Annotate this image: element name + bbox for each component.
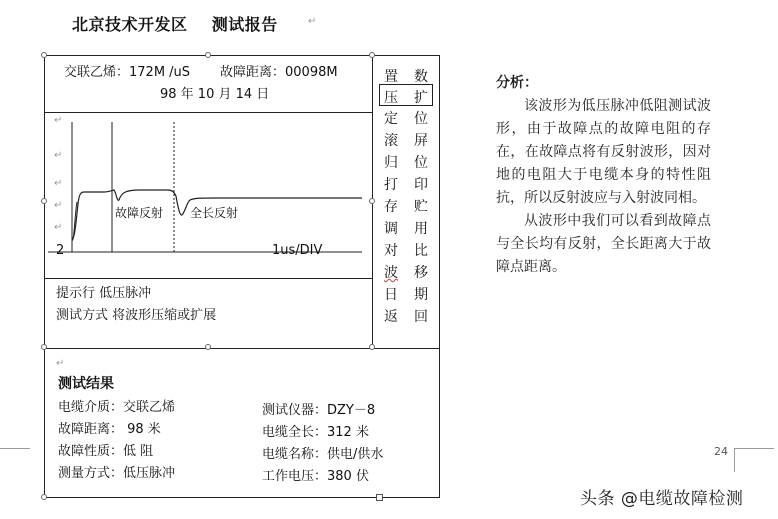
paragraph-mark-icon: ↵ — [308, 16, 317, 27]
menu-item-store[interactable]: 存 贮 — [384, 199, 428, 215]
paragraph-mark-icon: ↵ — [54, 115, 63, 126]
resize-handle[interactable] — [205, 52, 211, 58]
menu-item-return[interactable]: 返 回 — [384, 309, 428, 325]
document-title — [72, 12, 278, 35]
menu-item-reset-position[interactable]: 归 位 — [384, 155, 428, 171]
resize-handle[interactable] — [41, 52, 47, 58]
menu-item-scroll-screen[interactable]: 滚 屏 — [384, 133, 428, 149]
result-right-3: 电缆名称：供电/供水 — [262, 447, 384, 462]
menu-item-locate[interactable]: 定 位 — [384, 111, 428, 127]
page-corner-mark — [0, 448, 30, 449]
paragraph-mark-icon: ↵ — [56, 358, 65, 369]
analysis-paragraph-2: 从波形中我们可以看到故障点与全长均有反射，全长距离大于故障点距离。 — [496, 213, 711, 275]
page-number: 24 — [714, 445, 728, 458]
menu-item-set-number[interactable]: 置 数 — [384, 69, 428, 85]
analysis-paragraph-1: 该波形为低压脉冲低阻测试波形，由于故障点的故障电阻的存在，在故障点将有反射波形，因对地的电阻大于电缆本身的特性阻抗，所以反射波应与入射波同相。 — [496, 98, 711, 206]
result-right-2: 电缆全长：312 米 — [262, 425, 369, 440]
method-line: 测试方式 将波形压缩或扩展 — [56, 308, 217, 323]
menu-item-print[interactable]: 打 印 — [384, 177, 428, 193]
resize-handle[interactable] — [369, 198, 375, 204]
resize-handle[interactable] — [41, 344, 47, 350]
resize-handle[interactable] — [205, 344, 211, 350]
analysis-section — [496, 72, 711, 279]
page-corner-mark — [734, 448, 735, 472]
waveform-plot — [44, 112, 372, 278]
cable-label: 交联乙烯：172M /uS — [64, 65, 191, 80]
result-left-1: 电缆介质：交联乙烯 — [58, 400, 176, 415]
results-heading: 测试结果 — [58, 376, 114, 392]
title-doc: 测试报告 — [211, 15, 278, 34]
channel-label: 2 — [56, 243, 65, 258]
result-right-4: 工作电压：380 伏 — [262, 469, 369, 484]
menu-item-compress-expand[interactable]: 压 扩 — [379, 84, 433, 106]
time-scale-label: 1us/DIV — [272, 243, 323, 258]
waveform-bottom-rule — [44, 278, 372, 279]
resize-handle[interactable] — [41, 494, 47, 500]
resize-handle[interactable] — [376, 494, 383, 501]
result-left-4: 测量方式：低压脉冲 — [58, 466, 176, 481]
paragraph-mark-icon: ↵ — [54, 178, 63, 189]
full-length-reflection-label: 全长反射 — [190, 206, 239, 220]
menu-item-recall[interactable]: 调 用 — [384, 221, 428, 237]
result-left-2: 故障距离： 98 米 — [58, 422, 161, 437]
screen-bottom-rule — [44, 348, 440, 349]
result-right-1: 测试仪器：DZY－8 — [262, 403, 376, 418]
menu-item-date[interactable]: 日 期 — [384, 287, 428, 303]
analysis-heading: 分析： — [496, 75, 538, 91]
result-left-3: 故障性质：低 阻 — [58, 444, 154, 459]
resize-handle[interactable] — [41, 198, 47, 204]
page-corner-mark — [734, 448, 774, 449]
watermark: 头条 @电缆故障检测 — [580, 489, 744, 509]
fault-reflection-label: 故障反射 — [115, 206, 164, 220]
resize-handle[interactable] — [369, 52, 375, 58]
menu-item-wave-shift[interactable]: 波 移 — [384, 265, 428, 281]
prompt-line: 提示行 低压脉冲 — [56, 286, 152, 301]
resize-handle[interactable] — [369, 344, 375, 350]
fault-distance-label: 故障距离：00098M — [220, 65, 338, 80]
paragraph-mark-icon: ↵ — [54, 200, 63, 211]
date-label: 98 年 10 月 14 日 — [160, 87, 270, 102]
title-org: 北京技术开发区 — [72, 15, 188, 34]
paragraph-mark-icon: ↵ — [54, 150, 63, 161]
menu-item-compare[interactable]: 对 比 — [384, 243, 428, 259]
paragraph-mark-icon: ↵ — [54, 222, 63, 233]
